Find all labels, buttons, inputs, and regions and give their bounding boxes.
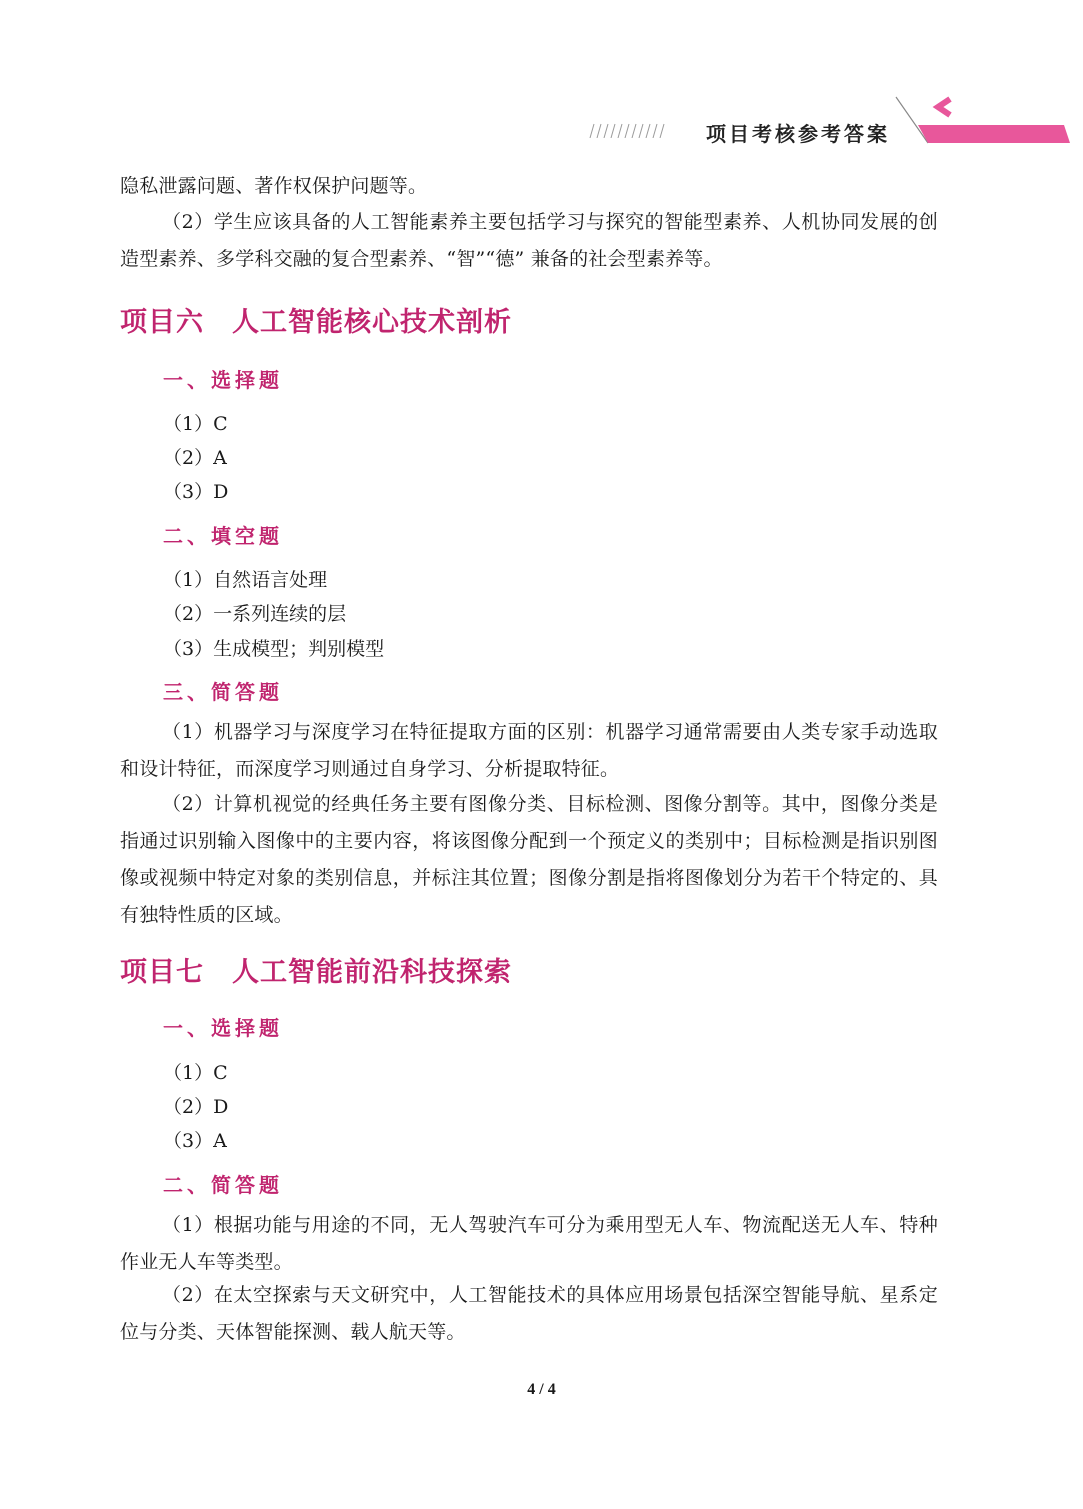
header-title: 项目考核参考答案 bbox=[706, 122, 890, 146]
project7-choice-answer-2: （2）D bbox=[163, 1096, 229, 1118]
project7-short-answer-2: （2）在太空探索与天文研究中，人工智能技术的具体应用场景包括深空智能导航、星系定位与分类、天体智能探测、载人航天等。 bbox=[120, 1284, 938, 1343]
project6-short-answer-1: （1）机器学习与深度学习在特征提取方面的区别：机器学习通常需要由人类专家手动选取和设计特征，而深度学习则通过自身学习、分析提取特征。 bbox=[120, 721, 938, 780]
project6-fill-answer-1: （1）自然语言处理 bbox=[163, 569, 328, 591]
project7-choice-heading: 一、选择题 bbox=[163, 1016, 283, 1040]
project6-fill-answer-3: （3）生成模型；判别模型 bbox=[163, 638, 385, 660]
project7-short-answer-1: （1）根据功能与用途的不同，无人驾驶汽车可分为乘用型无人车、物流配送无人车、特种作业无人车等类型。 bbox=[120, 1214, 938, 1273]
project7-choice-answer-1: （1）C bbox=[163, 1062, 228, 1084]
project7-title: 项目七 人工智能前沿科技探索 bbox=[120, 957, 512, 988]
project6-title: 项目六 人工智能核心技术剖析 bbox=[120, 307, 512, 338]
intro-paragraph-1: 隐私泄露问题、著作权保护问题等。 bbox=[120, 175, 428, 197]
project7-short-heading: 二、简答题 bbox=[163, 1173, 283, 1197]
project6-short-answer-2: （2）计算机视觉的经典任务主要有图像分类、目标检测、图像分割等。其中，图像分类是指通过识别输入图像中的主要内容，将该图像分配到一个预定义的类别中；目标检测是指识别图像或视频中特定对象的类别信息，并标注其位置；图像分割是指将图像划分为若干个特定的、具有独特性质的区域。 bbox=[120, 793, 938, 926]
project7-choice-answer-3: （3）A bbox=[163, 1130, 227, 1152]
project6-fill-heading: 二、填空题 bbox=[163, 524, 283, 548]
project6-choice-heading: 一、选择题 bbox=[163, 368, 283, 392]
project6-choice-answer-1: （1）C bbox=[163, 413, 228, 435]
page-number: 4 / 4 bbox=[527, 1381, 556, 1398]
header-hatch-decoration bbox=[588, 122, 668, 138]
header-chevron-decoration bbox=[892, 95, 1070, 147]
project6-fill-answer-2: （2）一系列连续的层 bbox=[163, 603, 347, 625]
intro-paragraph-2: （2）学生应该具备的人工智能素养主要包括学习与探究的智能型素养、人机协同发展的创造型素养、多学科交融的复合型素养、“智”“德” 兼备的社会型素养等。 bbox=[120, 211, 938, 270]
project6-choice-answer-3: （3）D bbox=[163, 481, 229, 503]
project6-short-heading: 三、简答题 bbox=[163, 680, 283, 704]
project6-choice-answer-2: （2）A bbox=[163, 447, 227, 469]
